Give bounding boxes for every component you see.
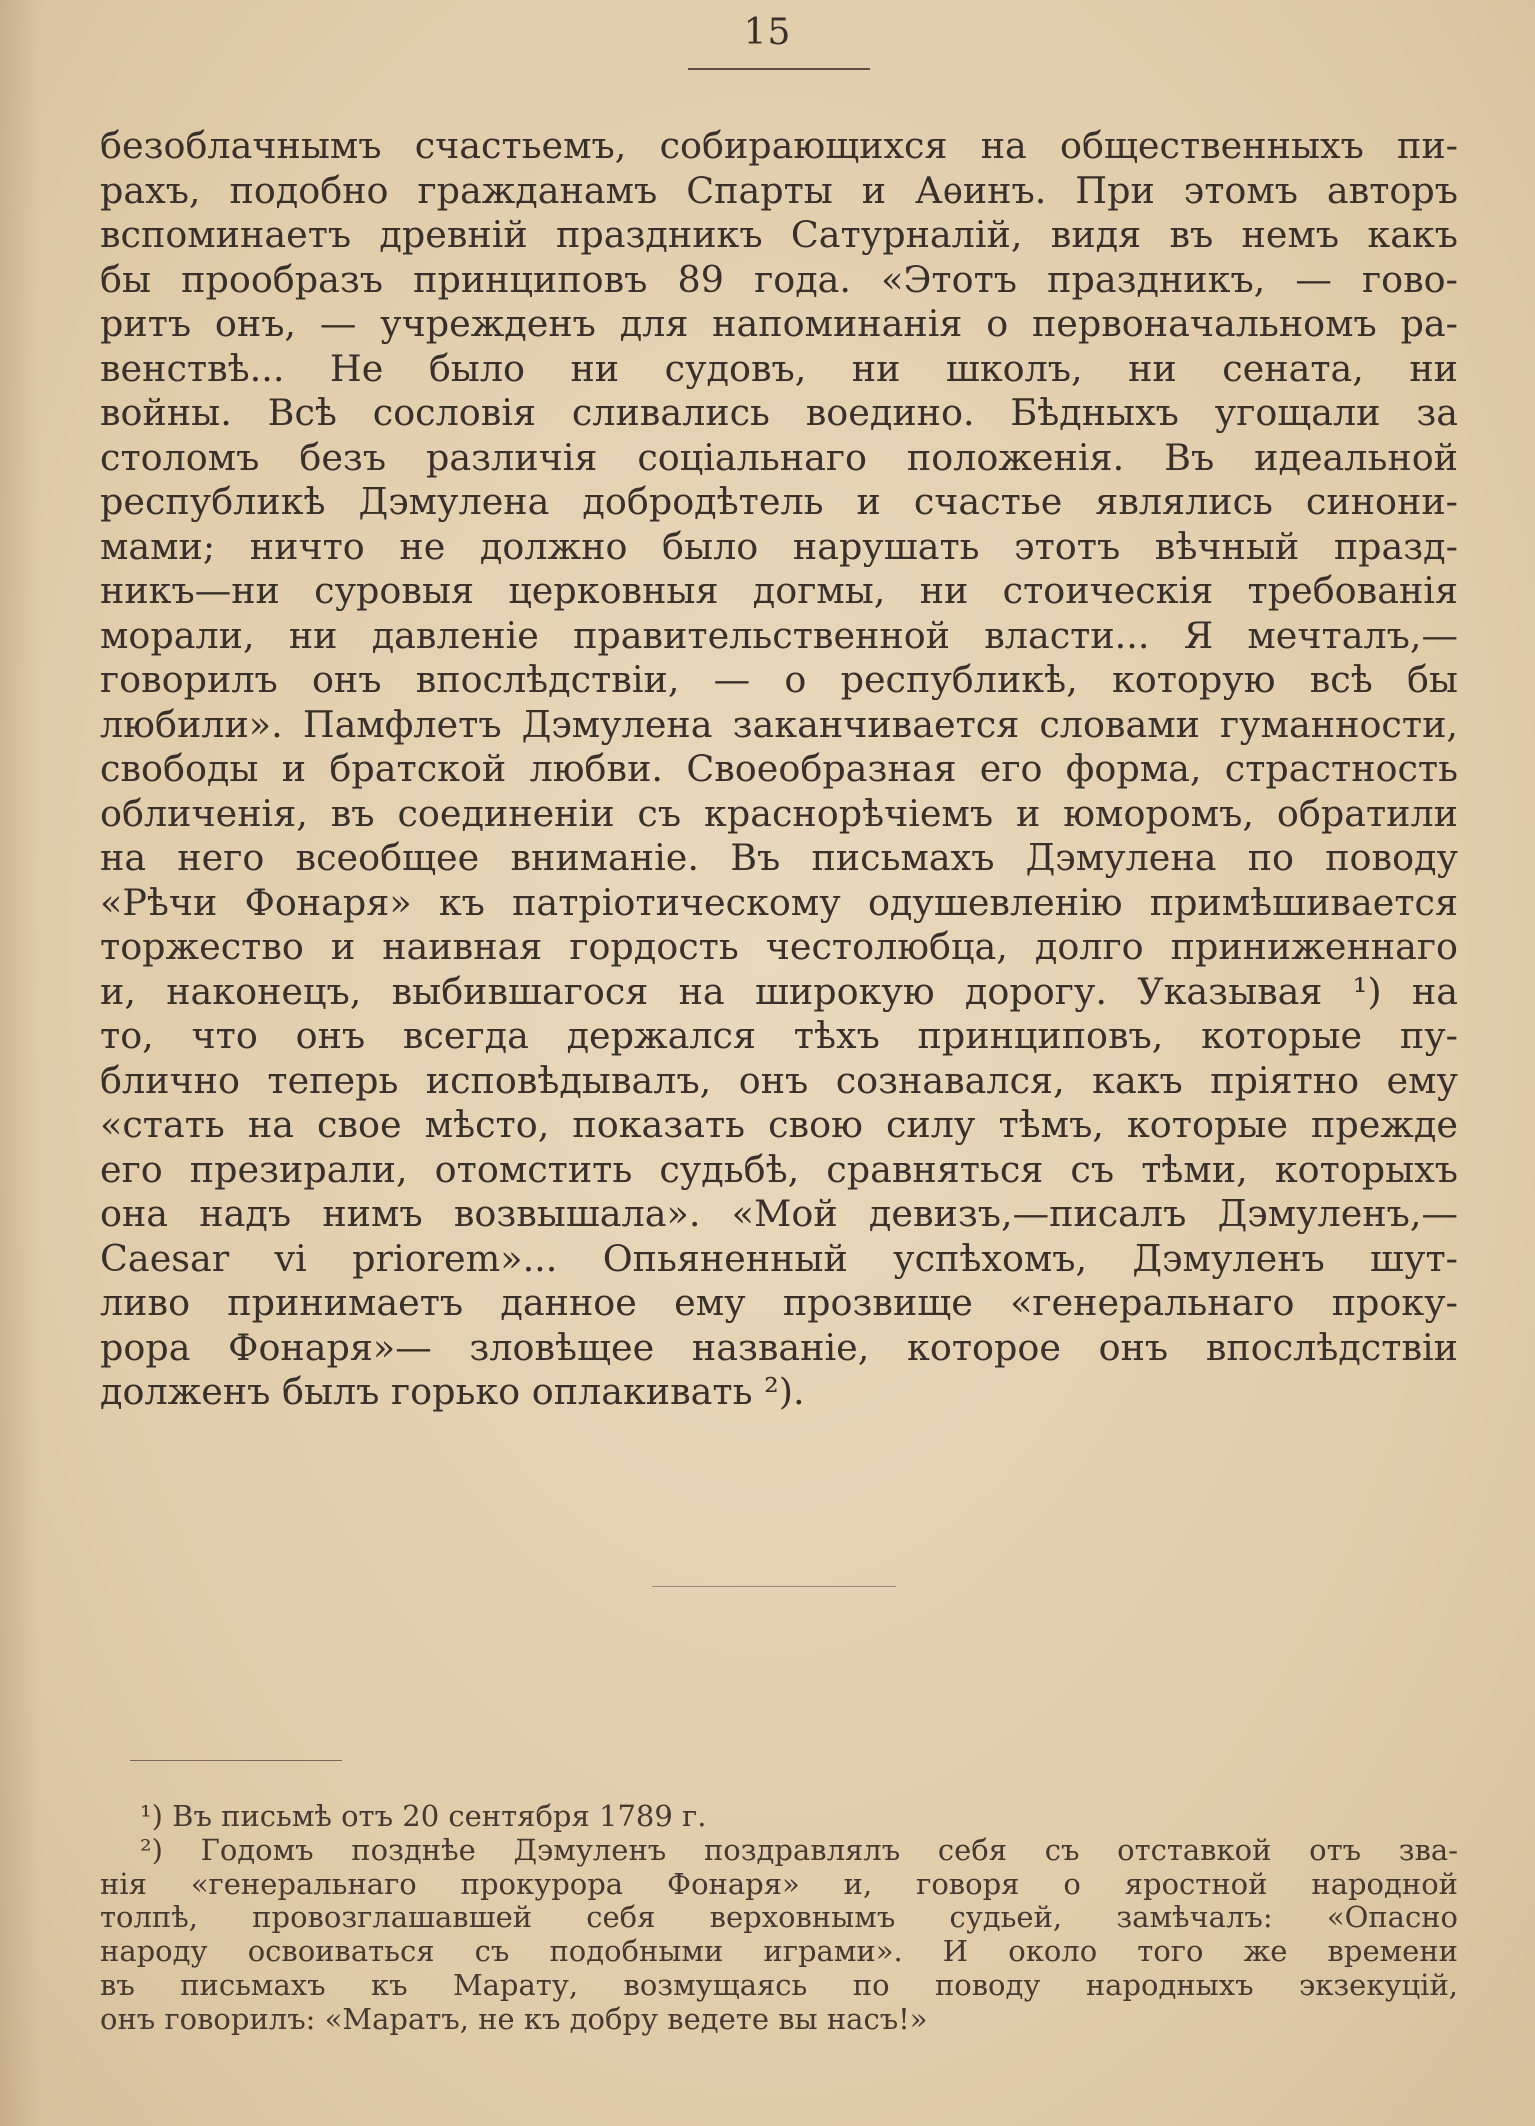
footnote-line: нія «генеральнаго прокурора Фонаря» и, говоря о яростной народной bbox=[100, 1866, 1458, 1901]
main-text bbox=[100, 124, 1458, 1415]
body-line: бы прообразъ принциповъ 89 года. «Этотъ праздникъ, — гово- bbox=[100, 257, 1458, 301]
body-line: морали, ни давленіе правительственной власти... Я мечталъ,— bbox=[100, 613, 1458, 657]
footnote-line: толпѣ, провозглашавшей себя верховнымъ судьей, замѣчалъ: «Опасно bbox=[100, 1900, 1458, 1935]
footnote-line: онъ говорилъ: «Маратъ, не къ добру ведете вы насъ!» bbox=[100, 2001, 928, 2036]
body-line: на него всеобщее вниманіе. Въ письмахъ Дэмулена по поводу bbox=[100, 836, 1458, 879]
body-line: вспоминаетъ древній праздникъ Сатурналій, видя въ немъ какъ bbox=[100, 213, 1458, 256]
body-line: столомъ безъ различія соціальнаго положенія. Въ идеальной bbox=[100, 435, 1458, 479]
body-line: войны. Всѣ сословія сливались воедино. Бѣдныхъ угощали за bbox=[100, 391, 1458, 434]
body-line: безоблачнымъ счастьемъ, собирающихся на общественныхъ пи- bbox=[100, 124, 1458, 167]
footnote-rule bbox=[130, 1760, 342, 1761]
body-line: блично теперь исповѣдывалъ, онъ сознавался, какъ пріятно ему bbox=[100, 1058, 1458, 1102]
body-line: обличенія, въ соединеніи съ краснорѣчіемъ и юморомъ, обратили bbox=[100, 791, 1458, 835]
body-line: то, что онъ всегда держался тѣхъ принциповъ, которые пу- bbox=[100, 1014, 1458, 1057]
body-line: и, наконецъ, выбившагося на широкую дорогу. Указывая ¹) на bbox=[100, 969, 1458, 1013]
body-line: «стать на свое мѣсто, показать свою силу тѣмъ, которые прежде bbox=[100, 1103, 1458, 1146]
body-line: любили». Памфлетъ Дэмулена заканчивается словами гуманности, bbox=[100, 702, 1458, 746]
body-line: республикѣ Дэмулена добродѣтель и счастье являлись синони- bbox=[100, 480, 1458, 523]
body-line: венствѣ... Не было ни судовъ, ни школъ, ни сената, ни bbox=[100, 346, 1458, 390]
body-line: торжество и наивная гордость честолюбца, долго приниженнаго bbox=[100, 925, 1458, 968]
body-line: мами; ничто не должно было нарушать этотъ вѣчный празд- bbox=[100, 524, 1458, 568]
body-line: рора Фонаря»— зловѣщее названіе, которое онъ впослѣдствіи bbox=[100, 1325, 1458, 1369]
footnote-line: въ письмахъ къ Марату, возмущаясь по поводу народныхъ экзекуцій, bbox=[100, 1967, 1458, 2002]
page-number: 15 bbox=[743, 12, 792, 53]
body-line: «Рѣчи Фонаря» къ патріотическому одушевленію примѣшивается bbox=[100, 880, 1458, 924]
body-line: никъ—ни суровыя церковныя догмы, ни стоическія требованія bbox=[100, 569, 1458, 612]
body-line: она надъ нимъ возвышала». «Мой девизъ,—писалъ Дэмуленъ,— bbox=[100, 1192, 1458, 1235]
body-line: ливо принимаетъ данное ему прозвище «генеральнаго проку- bbox=[100, 1281, 1458, 1324]
body-line: его презирали, отомстить судьбѣ, сравняться съ тѣми, которыхъ bbox=[100, 1147, 1458, 1191]
footnote-line: ¹) Въ письмѣ отъ 20 сентября 1789 г. bbox=[140, 1799, 707, 1833]
body-line: ритъ онъ, — учрежденъ для напоминанія о первоначальномъ ра- bbox=[100, 302, 1458, 345]
section-end-rule bbox=[652, 1586, 896, 1587]
body-line: рахъ, подобно гражданамъ Спарты и Аѳинъ. При этомъ авторъ bbox=[100, 168, 1458, 212]
body-line: долженъ былъ горько оплакивать ²). bbox=[100, 1370, 805, 1413]
body-line: говорилъ онъ впослѣдствіи, — о республикѣ, которую всѣ бы bbox=[100, 658, 1458, 701]
footnote-line: народу освоиваться съ подобными играми». И около того же времени bbox=[100, 1934, 1458, 1969]
body-line: Caesar vi priorem»... Опьяненный успѣхомъ, Дэмуленъ шут- bbox=[100, 1236, 1458, 1280]
footnote-line: ²) Годомъ позднѣе Дэмуленъ поздравлялъ себя съ отставкой отъ зва- bbox=[140, 1832, 1458, 1867]
footnotes bbox=[100, 1800, 1458, 2037]
header-rule bbox=[688, 68, 870, 70]
body-line: свободы и братской любви. Своеобразная его форма, страстность bbox=[100, 747, 1458, 790]
